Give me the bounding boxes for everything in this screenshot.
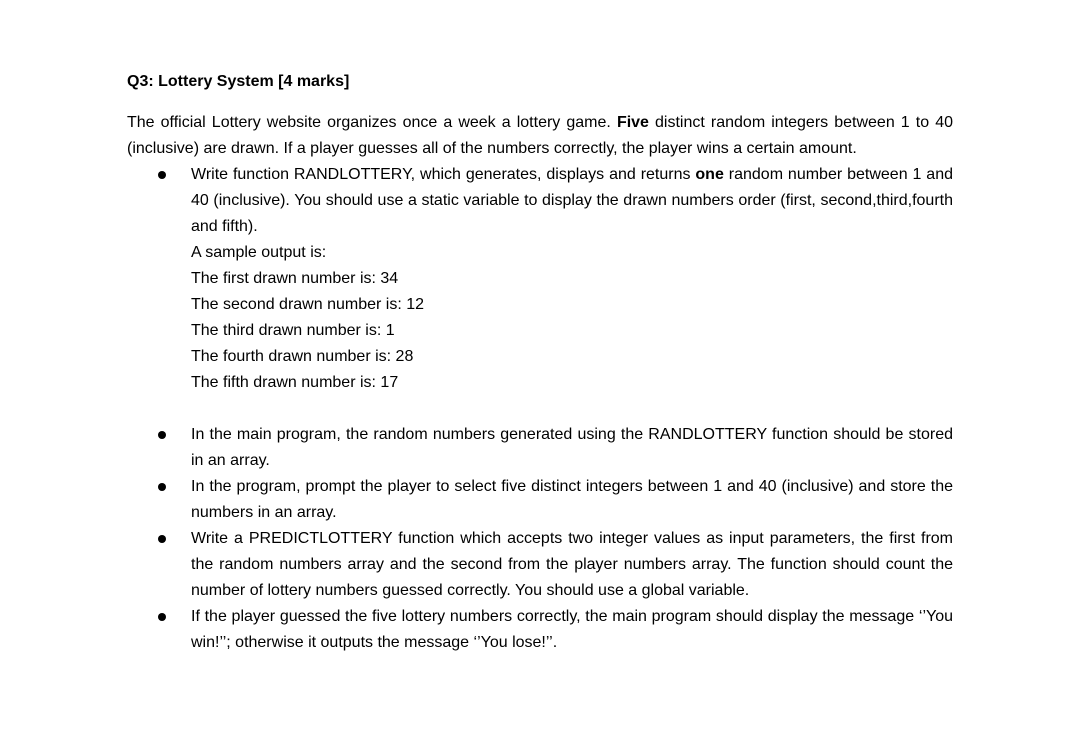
sample-line: The fourth drawn number is: 28 bbox=[191, 348, 414, 365]
requirement-text-1: Write function RANDLOTTERY, which generates, displays and returns bbox=[191, 166, 696, 183]
intro-text-1: The official Lottery website organizes once a week a lottery game. bbox=[127, 114, 617, 131]
requirement-text: If the player guessed the five lottery numbers correctly, the main program should display the message ‘’You win!’’; otherwise it outputs the message ‘’You lose!’’. bbox=[191, 608, 953, 651]
requirement-randlottery bbox=[127, 162, 953, 422]
intro-text-2: distinct random integers between 1 to 40 (inclusive) are drawn. If a player guesses all of the numbers correctly, the player wins a certain amount. bbox=[127, 114, 954, 157]
requirement-store-array bbox=[127, 422, 953, 474]
intro-paragraph bbox=[127, 110, 953, 162]
requirement-bold-one: one bbox=[695, 166, 724, 183]
requirement-player-input bbox=[127, 474, 953, 526]
bullet-icon bbox=[158, 483, 166, 491]
sample-line: The fifth drawn number is: 17 bbox=[191, 374, 399, 391]
bullet-icon bbox=[158, 535, 166, 543]
requirement-text: In the main program, the random numbers generated using the RANDLOTTERY function should be stored in an array. bbox=[191, 426, 953, 469]
blank-line bbox=[191, 396, 953, 422]
sample-line: The second drawn number is: 12 bbox=[191, 296, 425, 313]
bullet-icon bbox=[158, 613, 166, 621]
sample-line: The third drawn number is: 1 bbox=[191, 322, 395, 339]
requirement-text: In the program, prompt the player to select five distinct integers between 1 and 40 (inclusive) and store the numbers in an array. bbox=[191, 478, 953, 521]
bullet-icon bbox=[158, 431, 166, 439]
requirements-list bbox=[127, 162, 953, 656]
intro-bold-five: Five bbox=[616, 114, 649, 131]
requirement-text-2: random number between 1 and 40 (inclusive). You should use a static variable to display the drawn numbers order (first, second,third,fourth and fifth). bbox=[191, 166, 954, 235]
requirement-text: Write a PREDICTLOTTERY function which accepts two integer values as input parameters, the first from the random numbers array and the second from the player numbers array. The function should count the number of lottery numbers guessed correctly. You should use a global variable. bbox=[191, 530, 953, 599]
sample-intro: A sample output is: bbox=[191, 244, 327, 261]
bullet-icon bbox=[158, 171, 166, 179]
sample-line: The first drawn number is: 34 bbox=[191, 270, 399, 287]
sample-output bbox=[191, 240, 953, 396]
document-page bbox=[127, 70, 953, 656]
question-title: Q3: Lottery System [4 marks] bbox=[127, 73, 350, 90]
requirement-win-message bbox=[127, 604, 953, 656]
requirement-predictlottery bbox=[127, 526, 953, 604]
